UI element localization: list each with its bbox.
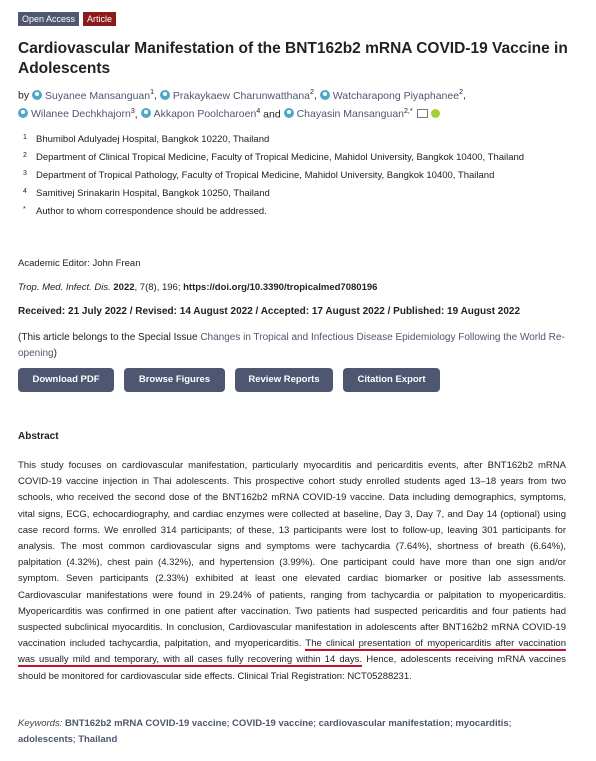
orcid-icon[interactable] — [431, 109, 440, 118]
special-issue-link[interactable]: Changes in Tropical and Infectious Disease Epidemiology Following the World Re-opening — [18, 332, 565, 359]
badge-row — [18, 12, 116, 26]
affiliation-item: 4 Samitivej Srinakarin Hospital, Bangkok 10250, Thailand — [23, 188, 270, 199]
author-profile-icon — [160, 90, 170, 100]
review-reports-button[interactable]: Review Reports — [235, 368, 333, 392]
author-item[interactable]: Suyanee Mansanguan — [32, 90, 150, 102]
affiliation-list — [18, 132, 578, 220]
abstract-text: This study focuses on cardiovascular manifestation, particularly myocarditis and pericarditis events, after BNT162b2 mRNA COVID-19 vaccine injection in Thai adolescents. This prospective cohort study enrolled students aged 13–18 years from two schools, who received the second dose of the BNT162b2 mRNA COVID-19 vaccine. Data including demographics, symptoms, vital signs, ECG, echocardiography, and cardiac enzymes were collected at baseline, Day 3, Day 7, and Day 14 (optional) using case record forms. We enrolled 314 participants; of these, 13 participants were lost to follow-up, leaving 301 participants for analysis. The most common cardiovascular signs and symptoms were tachycardia (7.64%), shortness of breath (6.64%), palpitation (4.32%), chest pain (4.32%), and hypertension (3.99%). One participant could have more than one sign and/or symptom. Seven participants (2.33%) exhibited at least one elevated cardiac biomarker or positive lab assessments. Cardiovascular manifestations were found in 29.24% of patients, ranging from tachycardia or palpitation to myopericarditis. Myopericarditis was confirmed in one patient after vaccination. Two patients had suspected pericarditis and four patients had suspected subclinical myocarditis. In conclusion, Cardiovascular manifestation in adolescents after BNT162b2 mRNA COVID-19 vaccination included tachycardia, palpitation, and myopericarditis. The clinical presentation of myopericarditis after vaccination was usually mild and temporary, with all cases fully recovering within 14 days. Hence, adolescents receiving mRNA vaccines should be monitored for cardiovascular side effects. Clinical Trial Registration: NCT05288231. — [18, 460, 566, 682]
and-label: and — [263, 108, 281, 120]
abstract-heading: Abstract — [18, 431, 59, 442]
article-type-badge: Article — [83, 12, 116, 26]
author-profile-icon — [18, 108, 28, 118]
keyword-link[interactable]: adolescents — [18, 734, 73, 745]
keywords-section: Keywords: BNT162b2 mRNA COVID-19 vaccine; COVID-19 vaccine; cardiovascular manifestation; myocarditis; adolescents; Thailand — [18, 718, 512, 745]
browse-figures-button[interactable]: Browse Figures — [124, 368, 225, 392]
author-profile-icon — [141, 108, 151, 118]
citation-line — [18, 282, 377, 293]
author-profile-icon — [320, 90, 330, 100]
author-item[interactable]: Akkapon Poolcharoen — [141, 108, 257, 120]
author-item[interactable]: Watcharapong Piyaphanee — [320, 90, 459, 102]
publication-dates: Received: 21 July 2022 / Revised: 14 August 2022 / Accepted: 17 August 2022 / Published: 19 August 2022 — [18, 306, 521, 317]
affiliation-item: 1 Bhumibol Adulyadej Hospital, Bangkok 10220, Thailand — [23, 134, 270, 145]
keyword-link[interactable]: Thailand — [78, 734, 118, 745]
by-label: by — [18, 89, 30, 102]
download-pdf-button[interactable]: Download PDF — [18, 368, 114, 392]
keyword-link[interactable]: BNT162b2 mRNA COVID-19 vaccine — [65, 718, 227, 729]
special-issue-note: (This article belongs to the Special Issue Changes in Tropical and Infectious Disease Epidemiology Following the World Re-opening) — [18, 332, 565, 359]
citation-volume: , 7(8), 196; — [134, 282, 181, 293]
author-profile-icon — [32, 90, 42, 100]
citation-export-button[interactable]: Citation Export — [343, 368, 440, 392]
highlighted-sentence: The clinical presentation of myopericarditis after vaccination was usually mild and temporary, with all cases fully recovering within 14 days. — [18, 638, 566, 666]
citation-year: 2022 — [113, 282, 135, 293]
author-profile-icon — [284, 108, 294, 118]
keyword-link[interactable]: cardiovascular manifestation — [318, 718, 451, 729]
affiliation-item: 2 Department of Clinical Tropical Medicine, Faculty of Tropical Medicine, Mahidol University, Bangkok 10400, Thailand — [23, 152, 525, 163]
keyword-link[interactable]: COVID-19 vaccine — [232, 718, 314, 729]
affiliation-item: 3 Department of Tropical Pathology, Faculty of Tropical Medicine, Mahidol University, Bangkok 10400, Thailand — [23, 170, 495, 181]
academic-editor: Academic Editor: John Frean — [18, 258, 141, 269]
doi-link[interactable]: https://doi.org/10.3390/tropicalmed7080196 — [183, 282, 378, 293]
author-item[interactable]: Prakaykaew Charunwatthana — [160, 90, 310, 102]
author-list: by Suyanee Mansanguan$^1$, Prakaykaew Charunwatthana$^2$, Watcharapong Piyaphanee$^2$, Wilanee Dechkhajorn$^3$, Akkapon Poolcharoen$^4$ and Chayasin Mansanguan$^{2,*}$ — [18, 89, 466, 120]
keywords-label: Keywords: — [18, 718, 63, 729]
author-item[interactable]: Chayasin Mansanguan — [284, 108, 404, 120]
open-access-badge: Open Access — [18, 12, 79, 26]
author-item[interactable]: Wilanee Dechkhajorn — [18, 108, 131, 120]
email-icon[interactable] — [417, 109, 428, 118]
affiliation-item: * Author to whom correspondence should be addressed. — [23, 206, 267, 217]
article-title: Cardiovascular Manifestation of the BNT162b2 mRNA COVID-19 Vaccine in Adolescents — [18, 40, 568, 77]
keyword-link[interactable]: myocarditis — [455, 718, 509, 729]
journal-abbrev: Trop. Med. Infect. Dis. — [18, 282, 111, 293]
action-buttons — [18, 368, 440, 392]
